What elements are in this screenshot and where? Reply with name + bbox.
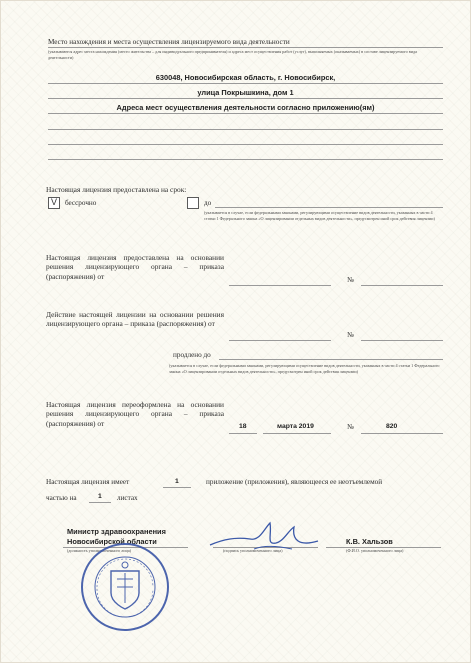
official-stamp [81,543,169,631]
until-line [215,207,443,208]
position-caption: (должность уполномоченного лица) [67,548,132,553]
appendix-count-line [163,487,191,488]
suspended-number-label: № [347,331,354,339]
address-underline-1 [48,83,443,84]
appendix-sheets-line [89,502,111,503]
reissued-number-label: № [347,423,354,431]
address-underline-4 [48,129,443,130]
address-underline-2 [48,98,443,99]
signature-caption: (подпись уполномоченного лица) [223,548,283,553]
position-line-2: Новосибирской области [67,537,157,546]
until-checkbox [187,197,199,209]
appendix-part-prefix: частью на [46,494,77,502]
reissued-text: Настоящая лицензия переоформлена на основании решения лицензирующего органа – приказа (распоряжения) от [46,400,224,428]
position-line-1: Министр здравоохранения [67,527,166,536]
suspended-number-line [361,340,443,341]
appendix-sheets: 1 [98,493,102,500]
granted-text: Настоящая лицензия предоставлена на основании решения лицензирующего органа – приказа (распоряжения) от [46,253,224,281]
appendix-suffix: приложение (приложения), являющееся ее неотъемлемой [206,478,383,486]
signer-name: К.В. Хальзов [346,537,393,546]
header-note: (указываются адрес места нахождения (место жительства – для индивидуального предпринимателя) и адреса мест осуществления работ (услуг), выполняемых (оказываемых) в составе лицензируемого вида деятельности) [48,49,417,60]
appendix-count: 1 [175,478,179,485]
address-underline-3 [48,113,443,114]
suspended-date-line [229,340,331,341]
address-underline-5 [48,144,443,145]
reissued-month-line [263,433,331,434]
address-line-1: 630048, Новосибирская область, г. Новосибирск, [155,73,336,82]
reissued-day: 18 [239,423,247,430]
until-label: до [204,199,212,207]
header-line [48,47,443,48]
extended-line [219,359,443,360]
reissued-number: 820 [386,423,398,430]
reissued-month-year: марта 2019 [277,423,314,430]
extended-label: продлено до [173,351,211,359]
address-underline-6 [48,159,443,160]
header-title: Место нахождения и места осуществления лицензируемого вида деятельности [48,38,290,46]
reissued-day-line [229,433,257,434]
reissued-number-line [361,433,443,434]
until-note: (указывается в случае, если федеральными законами, регулирующими осуществление видов деятельности, указанных в части 4 статьи 1 Федерального закона «О лицензировании отдельных видов деятельности», предусмотрен иной срок действия лицензии) [204,210,435,221]
indefinite-check-mark: V [51,197,58,207]
address-line-3: Адреса мест осуществления деятельности согласно приложению(ям) [116,103,375,112]
indefinite-label: бессрочно [65,199,97,207]
granted-number-label: № [347,276,354,284]
address-line-2: улица Покрышкина, дом 1 [197,88,294,97]
appendix-prefix: Настоящая лицензия имеет [46,478,130,486]
extended-note: (указывается в случае, если федеральными законами, регулирующими осуществление видов деятельности, указанных в части 4 статьи 1 Федерального закона «О лицензировании отдельных видов деятельности», предусмотрен иной срок действия лицензии) [169,363,440,374]
appendix-sheets-label: листах [117,494,138,502]
name-caption: (Ф.И.О. уполномоченного лица) [346,548,404,553]
granted-date-line [229,285,331,286]
granted-number-line [361,285,443,286]
stamp-emblem [83,545,167,629]
suspended-text: Действие настоящей лицензии на основании решения лицензирующего органа – приказа (распоряжения) от [46,310,224,329]
term-label: Настоящая лицензия предоставлена на срок: [46,185,187,194]
handwritten-signature [206,515,326,557]
